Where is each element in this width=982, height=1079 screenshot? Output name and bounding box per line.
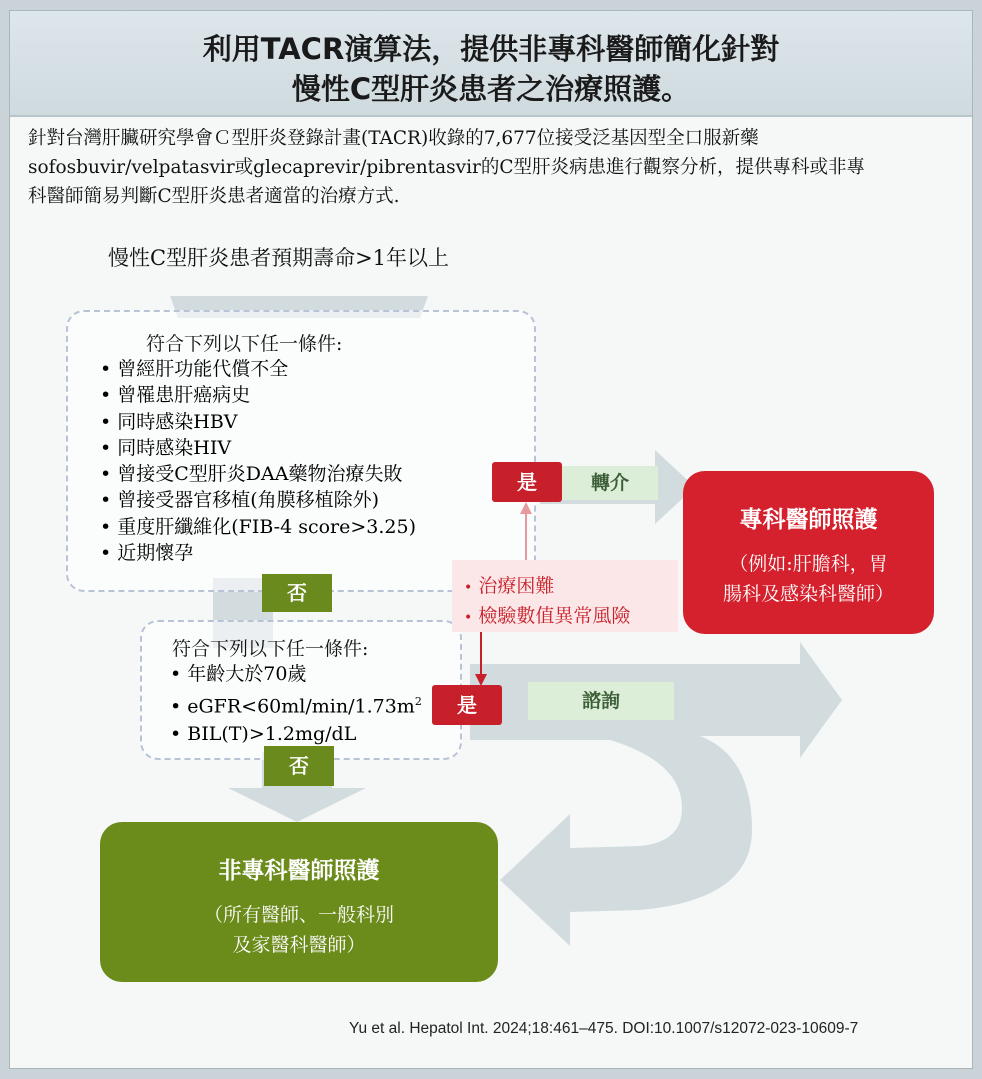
- criteria-item: • 曾接受C型肝炎DAA藥物治療失敗: [100, 463, 403, 486]
- intro-paragraph: [28, 124, 958, 211]
- criteria-item: • 重度肝纖維化(FIB-4 score>3.25): [100, 515, 417, 538]
- yes-label-1: 是: [492, 462, 562, 502]
- first-criteria-heading: 符合下列以下任一條件:: [146, 333, 343, 355]
- second-criteria-list: [170, 660, 422, 748]
- second-criteria-heading: 符合下列以下任一條件:: [172, 638, 369, 660]
- criteria-item: • 同時感染HIV: [100, 436, 232, 459]
- criteria-item: • BIL(T)>1.2mg/dL: [170, 723, 357, 746]
- consult-label: 諮詢: [528, 682, 674, 720]
- specialist-sub-1: （例如:肝膽科，胃: [729, 553, 888, 575]
- non-specialist-sub-1: （所有醫師、一般科別: [203, 904, 394, 926]
- referral-label: 轉介: [562, 466, 658, 500]
- intro-line-1: 針對台灣肝臟研究學會Ｃ型肝炎登錄計畫(TACR)收錄的7,677位接受泛基因型全口服新藥: [28, 128, 759, 149]
- citation: Yu et al. Hepatol Int. 2024;18:461–475. DOI:10.1007/s12072-023-10609-7: [349, 1020, 859, 1037]
- criteria-item: • 曾經肝功能代償不全: [100, 358, 289, 380]
- criteria-item: • 曾接受器官移植(角膜移植除外): [100, 489, 380, 512]
- criteria-item: • 同時感染HBV: [100, 410, 238, 433]
- first-criteria-list: [100, 356, 416, 566]
- criteria-item: • $eGFR<60ml/\min/1.73m^2$: [170, 695, 422, 718]
- criteria-item: • 年齡大於70歲: [170, 663, 307, 685]
- no-label-2: 否: [264, 746, 334, 786]
- yes-label-2: 是: [432, 685, 502, 725]
- intro-line-2: sofosbuvir/velpatasvir或glecaprevir/pibrentasvir的C型肝炎病患進行觀察分析，提供專科或非專: [28, 157, 865, 178]
- criteria-item: • 曾罹患肝癌病史: [100, 384, 251, 407]
- no-label-1: 否: [262, 574, 332, 612]
- non-specialist-sub-2: 及家醫科醫師）: [232, 934, 366, 956]
- difficulty-box: [452, 560, 678, 632]
- title-line-1: 利用TACR演算法，提供非專科醫師簡化針對: [202, 32, 780, 66]
- non-specialist-care-box: [100, 822, 498, 982]
- title-line-2: 慢性C型肝炎患者之治療照護。: [291, 72, 691, 106]
- specialist-sub-2: 腸科及感染科醫師）: [722, 583, 894, 605]
- specialist-care-box: [683, 471, 934, 634]
- non-specialist-title: 非專科醫師照護: [218, 857, 380, 884]
- difficulty-item: • 治療困難: [464, 575, 555, 597]
- intro-line-3: 科醫師簡易判斷C型肝炎患者適當的治療方式.: [28, 186, 400, 207]
- criteria-item: • 近期懷孕: [100, 542, 194, 565]
- specialist-title: 專科醫師照護: [739, 506, 878, 533]
- difficulty-item: • 檢驗數值異常風險: [464, 605, 631, 627]
- start-condition: 慢性C型肝炎患者預期壽命>1年以上: [108, 246, 450, 270]
